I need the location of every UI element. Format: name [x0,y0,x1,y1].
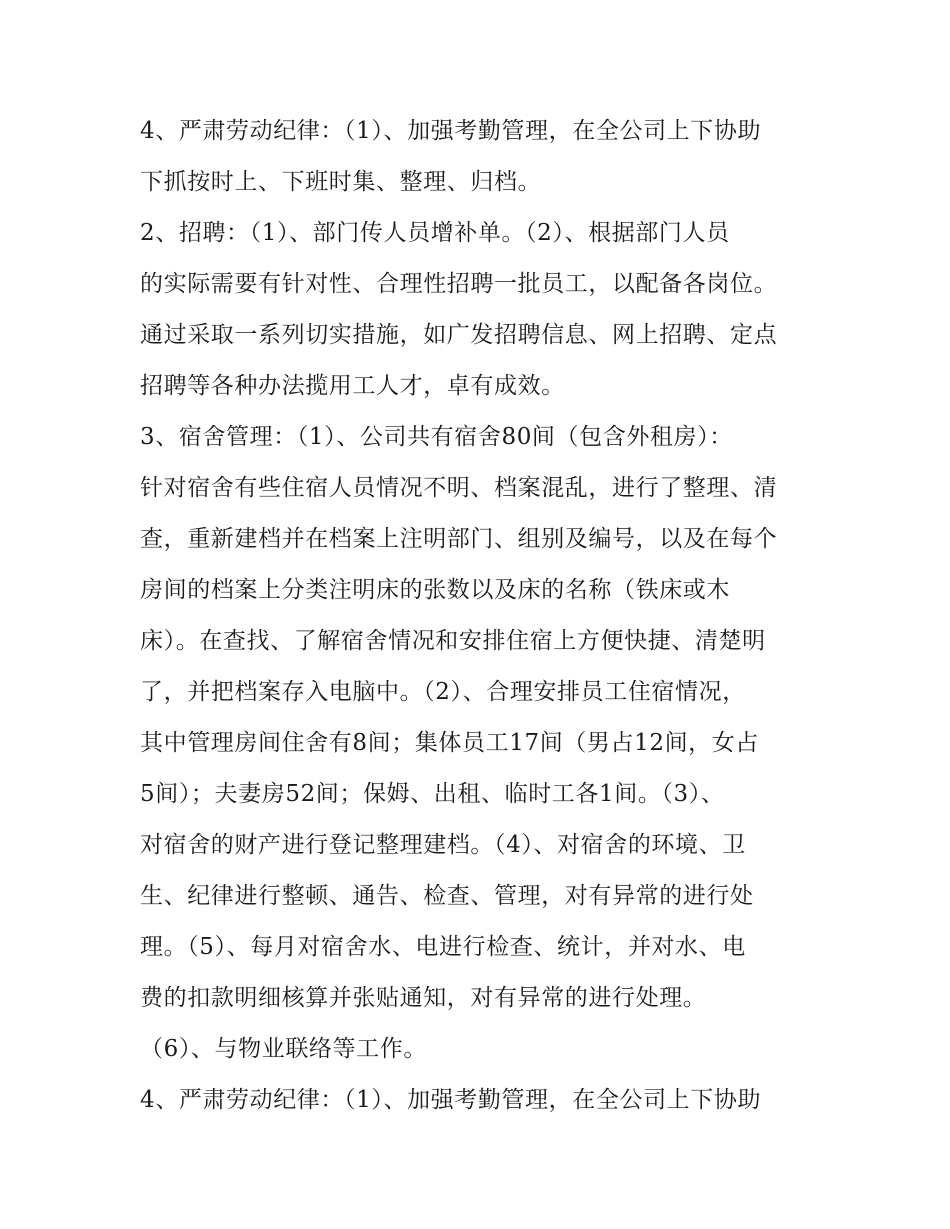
text-line: 通过采取一系列切实措施，如广发招聘信息、网上招聘、定点 [140,322,778,348]
text-line: 查，重新建档并在档案上注明部门、组别及编号，以及在每个 [140,526,778,552]
text-line: 5间）；夫妻房52间；保姆、出租、临时工各1间。（3）、 [140,781,725,807]
text-line: 对宿舍的财产进行登记整理建档。（4）、对宿舍的环境、卫 [140,832,746,858]
text-line: 了，并把档案存入电脑中。（2）、合理安排员工住宿情况， [140,679,746,705]
text-line: 4、严肃劳动纪律：（1）、加强考勤管理，在全公司上下协助 [140,118,762,144]
text-line: 房间的档案上分类注明床的张数以及床的名称（铁床或木 [140,577,730,603]
text-line: 招聘等各种办法揽用工人才，卓有成效。 [140,373,565,399]
text-line: 理。（5）、每月对宿舍水、电进行检查、统计，并对水、电 [140,934,746,960]
text-line: 的实际需要有针对性、合理性招聘一批员工，以配备各岗位。 [140,271,778,297]
text-line: 其中管理房间住舍有8间；集体员工17间（男占12间，女占 [140,730,759,756]
text-line: 3、宿舍管理：（1）、公司共有宿舍80间（包含外租房）： [140,424,733,450]
document-body [140,106,810,1126]
text-line: 4、严肃劳动纪律：（1）、加强考勤管理，在全公司上下协助 [140,1087,762,1113]
text-line: 床）。在查找、了解宿舍情况和安排住宿上方便快捷、清楚明 [140,628,766,654]
text-line: 生、纪律进行整顿、通告、检查、管理，对有异常的进行处 [140,883,754,909]
text-line: 针对宿舍有些住宿人员情况不明、档案混乱，进行了整理、清 [140,475,778,501]
text-line: （6）、与物业联络等工作。 [140,1036,427,1062]
text-line: 下抓按时上、下班时集、整理、归档。 [140,169,542,195]
text-line: 2、招聘：（1）、部门传人员增补单。（2）、根据部门人员 [140,220,730,246]
text-line: 费的扣款明细核算并张贴通知，对有异常的进行处理。 [140,985,707,1011]
